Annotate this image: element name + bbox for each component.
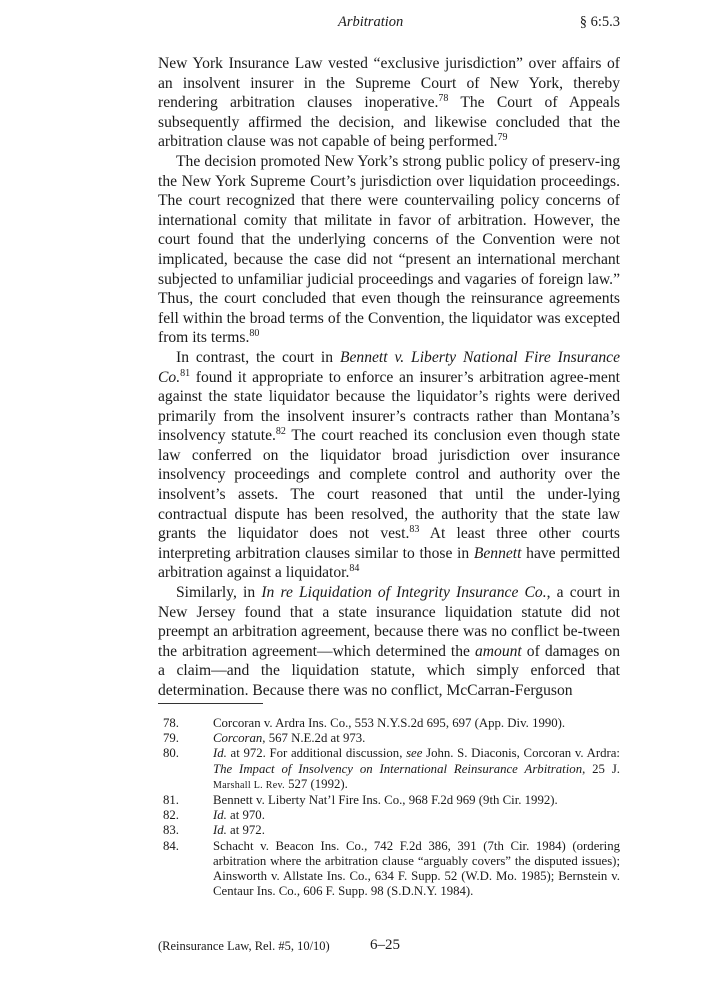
case-name-bennett-short: Bennett xyxy=(473,544,522,562)
paragraph-2 xyxy=(158,152,620,348)
article-title: The Impact of Insolvency on International Reinsurance Arbitration xyxy=(213,761,583,776)
citation-text: John. S. Diaconis, Corcoran v. Ardra: xyxy=(422,746,620,761)
footnote-84 xyxy=(163,839,620,900)
citation-text: at 972. For additional discussion, xyxy=(226,746,407,761)
footnote-text xyxy=(213,808,620,823)
running-header xyxy=(158,14,620,36)
footnote-79 xyxy=(163,731,620,746)
see-signal: see xyxy=(406,746,423,761)
footnote-number: 84. xyxy=(163,838,179,853)
footnote-number: 81. xyxy=(163,793,179,808)
footnotes xyxy=(163,716,620,899)
paragraph-text: The decision promoted New York’s strong public policy of preserv-ing the New York Supreme Court’s jurisdiction over liquidation proceedings. The court recognized that there were countervailing policy concerns of international comity that militate in favor of arbitration. However, the court found that the underlying concerns of the Convention were not implicated, because the case did not “present an international merchant subjected to unfamiliar judicial proceedings and vagaries of foreign law.” Thus, the court concluded that even though the reinsurance agreements fell within the broad terms of the Convention, the liquidator was excepted from its terms. xyxy=(158,152,620,347)
paragraph-text: have permitted arbitration against a liquidator. xyxy=(158,544,620,582)
header-section-number: § 6:5.3 xyxy=(579,14,620,30)
footnote-81 xyxy=(163,793,620,808)
release-info: (Reinsurance Law, Rel. #5, 10/10) xyxy=(158,939,330,953)
footnote-number: 80. xyxy=(163,746,179,761)
footnote-text xyxy=(213,746,620,793)
emphasis-amount: amount xyxy=(474,642,522,660)
footnote-80 xyxy=(163,746,620,793)
paragraph-text: Similarly, in xyxy=(176,584,262,602)
footnote-number: 83. xyxy=(163,823,179,838)
id-signal: Id. xyxy=(213,808,227,823)
footnote-text: Schacht v. Beacon Ins. Co., 742 F.2d 386, 391 (7th Cir. 1984) (ordering arbitration where the arbitration clause “arguably covers” the disputed issues); Ainsworth v. Allstate Ins. Co., 634 F. Supp. 52 (W.D. Mo. 1985); Bernstein v. Centaur Ins. Co., 606 F. Supp. 98 (S.D.N.Y. 1984). xyxy=(213,838,620,899)
footnote-ref-78: 78 xyxy=(438,93,449,105)
paragraph-text: of damages on a claim—and the liquidation statute, which simply enforced that determination. Because there was no conflict, McCarran-Ferguson xyxy=(158,642,620,699)
footnote-divider xyxy=(158,703,263,704)
id-signal: Id. xyxy=(213,746,227,761)
paragraph-text: , a court in New Jersey found that a state insurance liquidation statute did not preempt an arbitration agreement, because there was no conflict be-tween the arbitration agreement—which determined the xyxy=(158,584,621,660)
id-signal: Id. xyxy=(213,823,227,838)
journal-name: Marshall L. Rev. xyxy=(213,779,285,791)
footnote-ref-80: 80 xyxy=(249,328,260,340)
case-name-integrity: In re Liquidation of Integrity Insurance Co. xyxy=(261,584,547,602)
citation-text: at 970. xyxy=(226,808,265,823)
footnote-number: 79. xyxy=(163,731,179,746)
footnote-text: Corcoran v. Ardra Ins. Co., 553 N.Y.S.2d 695, 697 (App. Div. 1990). xyxy=(213,716,566,730)
header-chapter-title: Arbitration xyxy=(338,14,404,30)
paragraph-text: The court reached its conclusion even though state law conferred on the liquidator broad jurisdiction over insurance insolvency proceedings and complete control and authority over the insolvent’s assets. The court reasoned that until the under-lying contractual dispute has been resolved, the authority that the state law grants the liquidator does not vest. xyxy=(158,427,620,543)
footnote-78 xyxy=(163,716,620,731)
footnote-number: 78. xyxy=(163,716,179,730)
main-text xyxy=(158,54,620,701)
case-name: Corcoran xyxy=(213,731,263,746)
footnote-82 xyxy=(163,808,620,823)
paragraph-4 xyxy=(158,583,620,701)
paragraph-text: New York Insurance Law vested “exclusive jurisdiction” over affairs of an insolvent insurer in the Supreme Court of New York, thereby rendering arbitration clauses inoperative. xyxy=(158,55,620,112)
page-footer xyxy=(158,937,620,957)
citation-text: , 25 J. xyxy=(582,761,620,776)
citation-text: , 567 N.E.2d at 973. xyxy=(262,731,366,746)
citation-text: 527 (1992). xyxy=(284,776,348,791)
paragraph-text: At least three other courts interpreting arbitration clauses similar to those in xyxy=(158,525,620,562)
paragraph-3 xyxy=(158,348,620,583)
footnote-text: Bennett v. Liberty Nat’l Fire Ins. Co., 968 F.2d 969 (9th Cir. 1992). xyxy=(213,793,558,808)
footnote-ref-82: 82 xyxy=(275,426,286,438)
footnote-ref-81: 81 xyxy=(180,367,191,379)
paragraph-text: found it appropriate to enforce an insurer’s arbitration agree-ment against the state liquidator because the liquidator’s rights were derived primarily from the insolvent insurer’s contracts rather than Montana’s insolvency statute. xyxy=(158,368,620,445)
footnote-number: 82. xyxy=(163,808,179,823)
paragraph-text: The Court of Appeals subsequently affirmed the decision, and likewise concluded that the arbitration clause was not capable of being performed. xyxy=(158,94,620,151)
paragraph-1 xyxy=(158,54,620,152)
footnote-ref-84: 84 xyxy=(349,563,360,575)
footnote-text xyxy=(213,823,620,838)
case-name-bennett: Bennett v. Liberty National Fire Insurance Co. xyxy=(158,348,621,386)
paragraph-text: In contrast, the court in xyxy=(176,348,340,366)
footnote-83 xyxy=(163,823,620,838)
footnote-text xyxy=(213,731,620,746)
citation-text: at 972. xyxy=(226,823,265,838)
footnote-ref-79: 79 xyxy=(497,132,508,144)
page-number: 6–25 xyxy=(370,937,400,953)
footnote-ref-83: 83 xyxy=(409,524,420,536)
